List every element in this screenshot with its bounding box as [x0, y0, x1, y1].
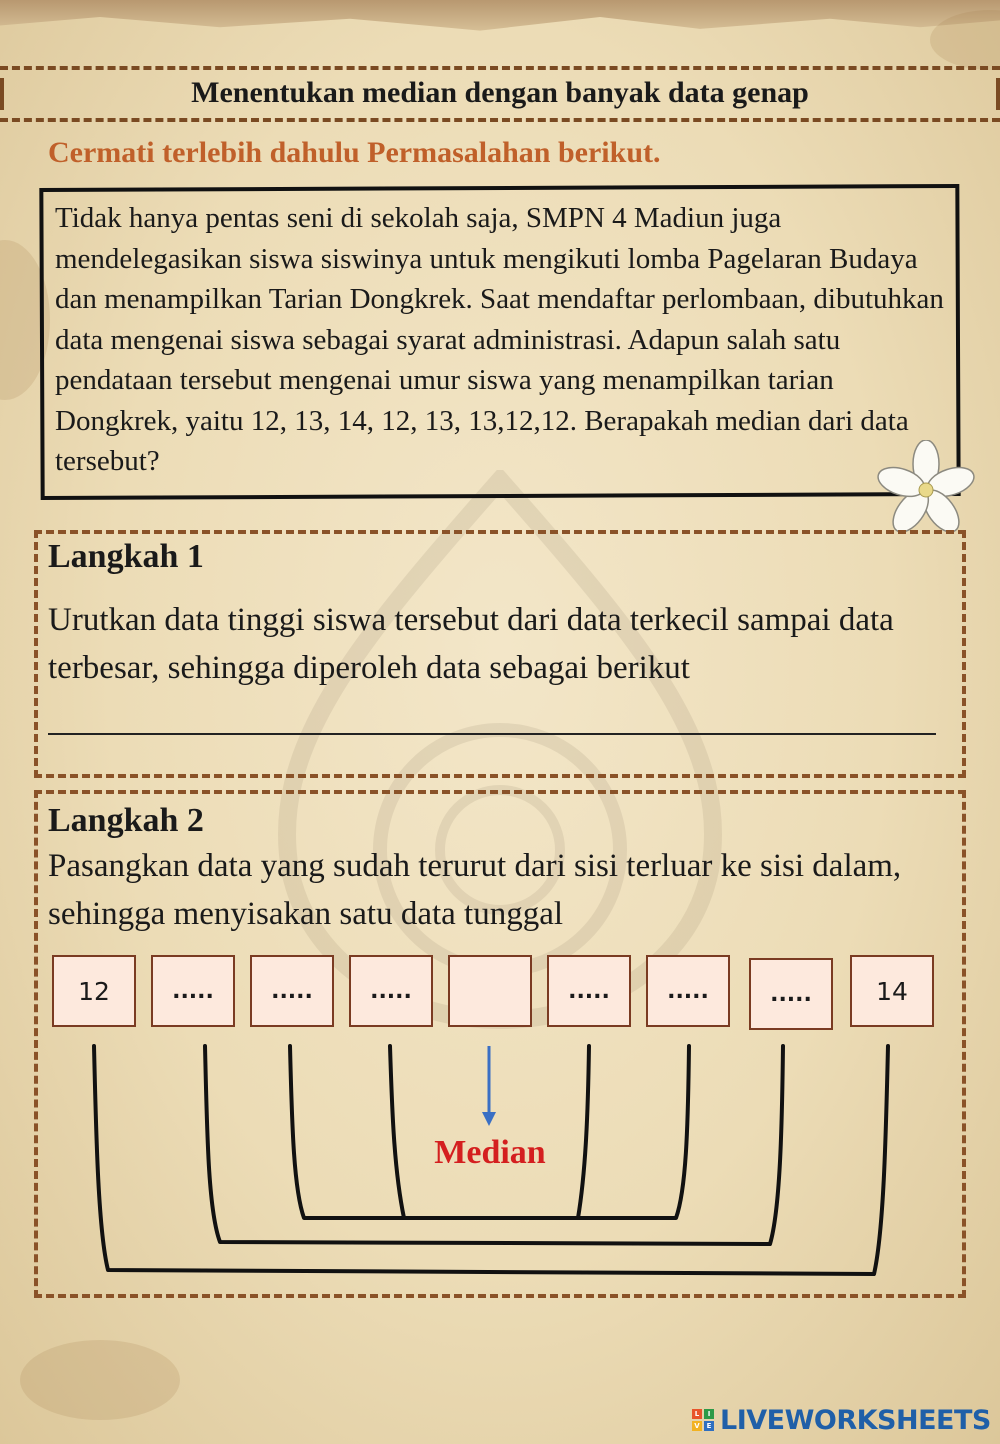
logo-icon: L I V E: [692, 1409, 714, 1431]
data-cell-2[interactable]: .....: [151, 955, 235, 1027]
data-cell-3[interactable]: .....: [250, 955, 334, 1027]
logo-text: LIVEWORKSHEETS: [720, 1404, 991, 1436]
data-cell-8[interactable]: .....: [749, 958, 833, 1030]
flower-icon: [876, 440, 976, 540]
torn-paper-edge: [0, 0, 1000, 34]
median-label: Median: [434, 1134, 546, 1171]
paper-stain: [20, 1340, 180, 1420]
data-cell-4[interactable]: .....: [349, 955, 433, 1027]
page-title: Menentukan median dengan banyak data genap: [191, 76, 809, 109]
instruction-subtitle: Cermati terlebih dahulu Permasalahan berikut.: [48, 136, 661, 169]
problem-text: Tidak hanya pentas seni di sekolah saja, SMPN 4 Madiun juga mendelegasikan siswa siswinya untuk mengikuti lomba Pagelaran Budaya dan menampilkan Tarian Dongkrek. Saat mendaftar perlombaan, dibutuhkan data mengenai siswa sebagai syarat administrasi. Adapun salah satu pendataan tersebut mengenai umur siswa yang menampilkan tarian Dongkrek, yaitu 12, 13, 14, 12, 13, 13,12,12. Berapakah median dari data tersebut?: [55, 202, 944, 477]
step2-text: Pasangkan data yang sudah terurut dari sisi terluar ke sisi dalam, sehingga menyisakan satu data tunggal: [48, 848, 902, 932]
answer-line[interactable]: [48, 733, 936, 735]
data-cell-1: 12: [52, 955, 136, 1027]
data-cell-6[interactable]: .....: [547, 955, 631, 1027]
liveworksheets-logo: [692, 1402, 991, 1438]
data-cell-5[interactable]: [448, 955, 532, 1027]
step2-title: Langkah 2: [48, 802, 204, 839]
data-cell-7[interactable]: .....: [646, 955, 730, 1027]
data-cell-9: 14: [850, 955, 934, 1027]
step1-title: Langkah 1: [48, 538, 204, 575]
median-arrow: [482, 1046, 496, 1126]
step1-text: Urutkan data tinggi siswa tersebut dari data terkecil sampai data terbesar, sehingga diperoleh data sebagai berikut: [48, 602, 894, 686]
